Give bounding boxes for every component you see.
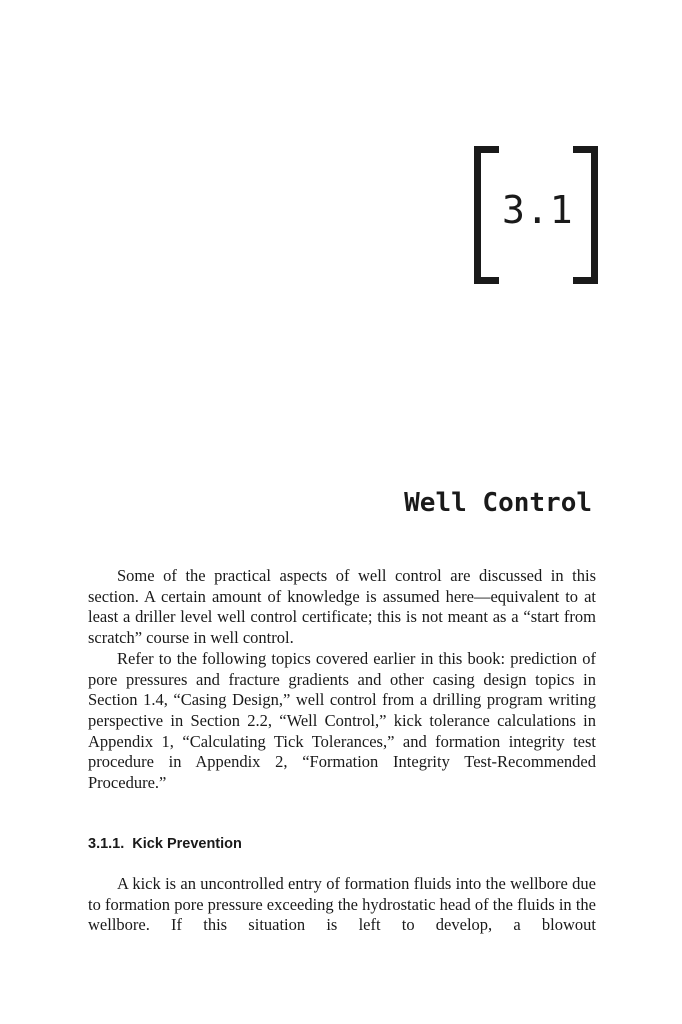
section-heading [88, 834, 242, 854]
left-bracket [474, 146, 499, 284]
section-text [88, 874, 596, 936]
chapter-number: 3.1 [502, 188, 574, 232]
intro-paragraph-1: Some of the practical aspects of well control are discussed in this section. A certain amount of knowledge is assumed here—equivalent to at least a driller level well control certificate; this is not meant as a “start from scratch” course in well control. [88, 566, 596, 648]
chapter-title: Well Control [404, 488, 592, 518]
section-number: 3.1.1. [88, 836, 125, 852]
intro-text [88, 566, 596, 794]
section-paragraph: A kick is an uncontrolled entry of formation fluids into the wellbore due to formation pore pressure exceeding the hydrostatic head of the fluids in the wellbore. If this situation is left to develop, a blowout [88, 874, 596, 935]
right-bracket [573, 146, 598, 284]
chapter-number-box [474, 146, 598, 276]
intro-paragraph-2: Refer to the following topics covered earlier in this book: prediction of pore pressures and fracture gradients and other casing design topics in Section 1.4, “Casing Design,” well control from a drilling program writing perspective in Section 2.2, “Well Control,” kick tolerance calculations in Appendix 1, “Calculating Tick Tolerances,” and formation integrity test procedure in Appendix 2, “Formation Integrity Test-Recommended Procedure.” [88, 648, 596, 793]
section-title: Kick Prevention [132, 836, 242, 852]
